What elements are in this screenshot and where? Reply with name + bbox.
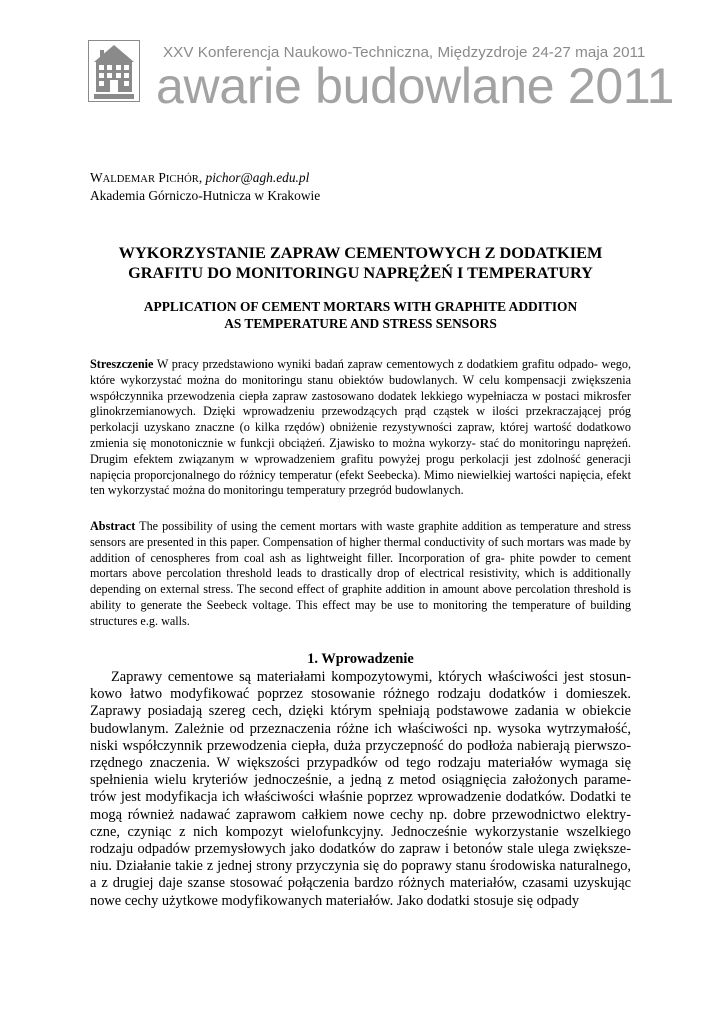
- title-line: GRAFITU DO MONITORINGU NAPRĘŻEŃ I TEMPERATURY: [128, 263, 593, 282]
- conference-subtitle: XXV Konferencja Naukowo-Techniczna, Międzyzdroje 24-27 maja 2011: [163, 44, 646, 61]
- title-line: APPLICATION OF CEMENT MORTARS WITH GRAPHITE ADDITION: [143, 299, 578, 314]
- title-polish: [70, 243, 651, 283]
- author-email[interactable]: pichor@agh.edu.pl: [205, 170, 310, 185]
- author-affiliation: Akademia Górniczo-Hutnicza w Krakowie: [90, 188, 321, 203]
- streszczenie-paragraph: Streszczenie W pracy przedstawiono wyniki badań zapraw cementowych z dodatkiem grafitu odpado- wego, które wykorzystać można do monitoringu stanu obiektów budowlanych. W celu kompensacji zwiększenia współczynnika przewodzenia ciepła zapraw zastosowano dodatek lekkiego wypełniacza w postaci mikrosfer glinokrzemianowych. Dzięki wprowadzeniu przewodzących prąd cząstek w ilości przekraczającej próg perkolacji uzyskano znaczne (o kilka rzędów) obniżenie rezystywności zapraw, której wartość dodatkowo zmienia się monotonicznie w funkcji obciążeń. Zjawisko to można wykorzy- stać do monitoringu naprężeń. Drugim efektem związanym w wprowadzeniem grafitu powyżej progu perkolacji jest zdolność generacji napięcia proporcjonalnego do różnicy temperatur (efekt Seebecka). Mimo niewielkiej wartości napięcia, efekt ten wykorzystać można do monitoringu temperatury przegród budowlanych.: [90, 357, 632, 498]
- author-line: WALDEMAR PICHÓR, pichor@agh.edu.pl: [90, 170, 310, 185]
- conference-title: awarie budowlane 2011: [156, 58, 675, 114]
- intro-paragraph: Zaprawy cementowe są materiałami kompozytowymi, których właściwości jest stosun- kowo łatwo modyfikować poprzez stosowanie różnego rodzaju dodatków i domieszek. Zaprawy posiadają szereg cech, dzięki którym spełniają podstawowe zadania w obiekcie budowlanym. Zależnie od przeznaczenia różne ich właściwości np. wysoka wytrzymałość, niski współczynnik przewodzenia ciepła, duża przyczepność do podłoża nabierają pierwszo- rzędnego znaczenia. W większości przypadków od tego rodzaju materiałów wymaga się spełnienia wielu kryteriów jednocześnie, a jedną z metod osiągnięcia założonych parame- trów jest modyfikacja ich właściwości właśnie poprzez wprowadzenie dodatków. Dodatki te mogą również nadawać zaprawom całkiem nowe cechy np. dobre przewodnictwo elektry- czne, czyniąc z nich kompozyt wielofunkcyjny. Jednocześnie wykorzystanie wszelkiego rodzaju odpadów przemysłowych jako dodatków do zapraw i betonów stale ulega zwiększe- niu. Działanie takie z jednej strony przyczynia się do poprawy stanu środowiska naturalnego, a z drugiej daje szanse stosować połączenia bardzo różnych materiałów, czasami uzyskując nowe cechy użytkowe modyfikowanych materiałów. Jako dodatki stosuje się odpady: [90, 669, 631, 909]
- title-line: AS TEMPERATURE AND STRESS SENSORS: [224, 315, 497, 331]
- section-heading: 1. Wprowadzenie: [307, 651, 414, 667]
- streszczenie-label: Streszczenie: [90, 357, 154, 371]
- author-block: [90, 170, 320, 204]
- title-english: [70, 299, 651, 332]
- building-logo-icon: [88, 40, 140, 102]
- abstract-label: Abstract: [90, 519, 136, 533]
- abstract-paragraph: Abstract The possibility of using the cement mortars with waste graphite addition as temperature and stress sensors are presented in this paper. Compensation of higher thermal conductivity of such mortars was made by addition of cenospheres from coal ash as lightweight filler. Incorporation of gra- phite powder to cement mortars above percolation threshold leads to drastically drop of electrical resistivity, which is additionally depending on external stress. The second effect of graphite addition in amount above percolation threshold is ability to generate the Seebeck voltage. This effect may be use to monitoring the temperature of building structures e.g. walls.: [90, 519, 632, 628]
- title-line: WYKORZYSTANIE ZAPRAW CEMENTOWYCH Z DODATKIEM: [118, 243, 603, 262]
